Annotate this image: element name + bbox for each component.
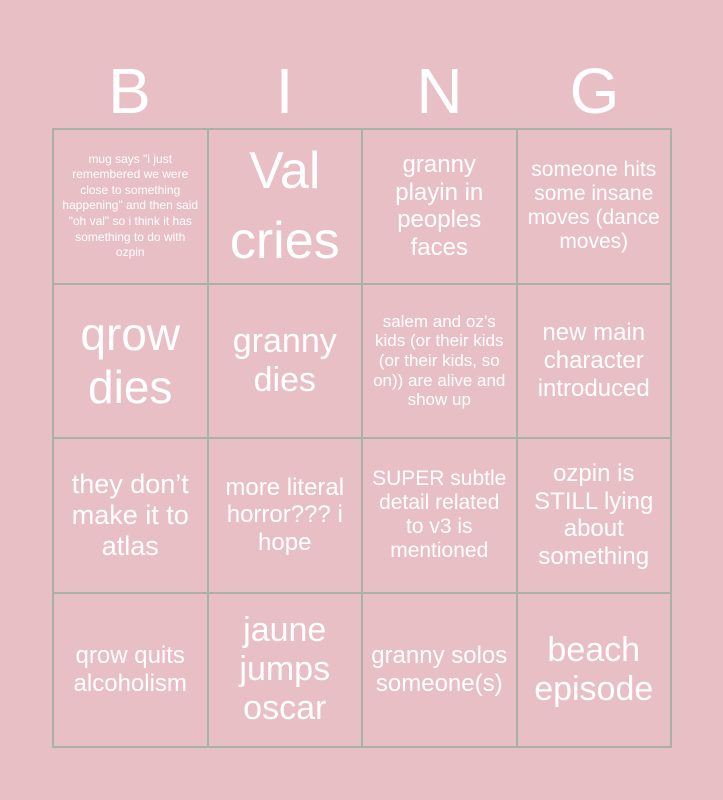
bingo-cell-2[interactable] — [209, 130, 364, 285]
header-letter-n: N — [416, 55, 463, 127]
cell-text: beach episode — [534, 630, 654, 708]
cell-text: Val cries — [229, 142, 340, 271]
cell-text: SUPER subtle detail related to v3 is mentioned — [372, 466, 507, 563]
bingo-cell-16[interactable] — [518, 594, 673, 749]
cell-text: granny playin in peoples faces — [395, 151, 484, 261]
cell-text: qrow quits alcoholism — [73, 642, 187, 697]
bingo-cell-15[interactable] — [363, 594, 518, 749]
bingo-cell-12[interactable] — [518, 439, 673, 594]
cell-text: ozpin is STILL lying about something — [534, 460, 654, 570]
bingo-cell-3[interactable] — [363, 130, 518, 285]
cell-text: granny dies — [232, 321, 337, 399]
bingo-cell-8[interactable] — [518, 285, 673, 440]
header-letter-b: B — [108, 55, 151, 127]
bingo-cell-13[interactable] — [54, 594, 209, 749]
header-letter-i: I — [275, 55, 294, 127]
cell-text: more literal horror??? i hope — [225, 473, 345, 557]
cell-text: granny solos someone(s) — [371, 642, 508, 697]
bingo-cell-14[interactable] — [209, 594, 364, 749]
bingo-cell-6[interactable] — [209, 285, 364, 440]
cell-text: someone hits some insane moves (dance moves) — [527, 157, 660, 254]
cell-text: jaune jumps oscar — [239, 611, 331, 728]
bingo-cell-1[interactable] — [54, 130, 209, 285]
cell-text: new main character introduced — [537, 319, 650, 402]
header-letter-g: G — [569, 55, 620, 127]
cell-text: salem and oz’s kids (or their kids (or their kids, so on)) are alive and show up — [373, 311, 506, 410]
cell-text: qrow dies — [80, 307, 181, 413]
bingo-cell-4[interactable] — [518, 130, 673, 285]
cell-text: they don’t make it to atlas — [71, 468, 189, 561]
bingo-header — [52, 56, 672, 126]
bingo-cell-5[interactable] — [54, 285, 209, 440]
bingo-cell-9[interactable] — [54, 439, 209, 594]
bingo-cell-11[interactable] — [363, 439, 518, 594]
bingo-board — [52, 128, 672, 748]
bingo-cell-10[interactable] — [209, 439, 364, 594]
cell-text: mug says "i just remembered we were close to something happening" and then said "oh val" so i think it has something to do with ozpin — [62, 151, 199, 260]
bingo-cell-7[interactable] — [363, 285, 518, 440]
